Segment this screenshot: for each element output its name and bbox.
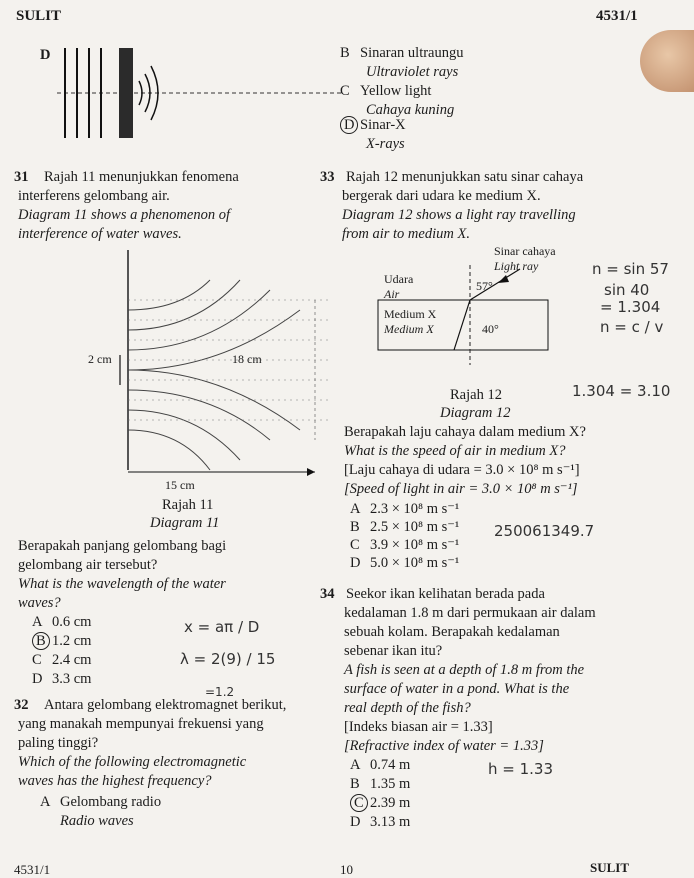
q34-malay-line2: kedalaman 1.8 m dari permukaan air dalam <box>344 605 596 621</box>
q31-question-english-2: waves? <box>18 595 61 611</box>
q33-air-malay: Udara <box>384 272 414 286</box>
q33-air-english: Air <box>384 287 400 301</box>
q31-option-c[interactable]: C 2.4 cm <box>32 652 92 668</box>
q34-option-c[interactable]: C 2.39 m <box>350 794 410 813</box>
q31-question-malay-1: Berapakah panjang gelombang bagi <box>18 538 227 554</box>
q30-option-b[interactable]: B Sinaran ultraungu <box>340 45 464 61</box>
q33-medium-english: Medium X <box>384 322 434 336</box>
q33-option-d[interactable]: D 5.0 × 10⁸ m s⁻¹ <box>350 555 460 571</box>
q30-xray-diagram <box>55 46 345 146</box>
q33-given-english: [Speed of light in air = 3.0 × 10⁸ m s⁻¹] <box>344 481 578 497</box>
q31-question-malay-2: gelombang air tersebut? <box>18 557 158 573</box>
q33-handwriting-n4: n = c / v <box>600 318 664 336</box>
q33-option-c[interactable]: C 3.9 × 10⁸ m s⁻¹ <box>350 537 460 553</box>
q33-ray-malay: Sinar cahaya <box>494 244 556 258</box>
footer-left: 4531/1 <box>14 862 51 877</box>
q33-handwriting-n3: = 1.304 <box>600 298 661 316</box>
q32-malay-line1: Antara gelombang elektromagnet berikut, <box>44 697 287 713</box>
q31-option-b[interactable]: B 1.2 cm <box>32 632 91 651</box>
q33-question-english: What is the speed of air in medium X? <box>344 443 566 459</box>
q31-english-line2: interference of water waves. <box>18 226 182 242</box>
q33-malay-line1: Rajah 12 menunjukkan satu sinar cahaya <box>346 169 584 185</box>
q33-handwriting-n6: 250061349.7 <box>494 522 595 540</box>
q33-option-b[interactable]: B 2.5 × 10⁸ m s⁻¹ <box>350 519 460 535</box>
q31-english-line1: Diagram 11 shows a phenomenon of <box>18 207 230 223</box>
q31-label-18cm: 18 cm <box>232 352 262 366</box>
q31-caption-malay: Rajah 11 <box>162 497 214 513</box>
q30-option-c[interactable]: C Yellow light <box>340 83 432 99</box>
q33-handwriting-n2: sin 40 <box>604 281 650 299</box>
q33-medium-malay: Medium X <box>384 307 437 321</box>
q34-given-malay: [Indeks biasan air = 1.33] <box>344 719 493 735</box>
footer-page-number: 10 <box>340 862 353 877</box>
q30-option-c-english: Cahaya kuning <box>366 102 455 118</box>
header-right: 4531/1 <box>596 8 638 24</box>
q32-english-line1: Which of the following electromagnetic <box>18 754 247 770</box>
q32-option-a-english: Radio waves <box>60 813 134 829</box>
q31-option-d[interactable]: D 3.3 cm <box>32 671 92 687</box>
q32-malay-line2: yang manakah mempunyai frekuensi yang <box>18 716 264 732</box>
q32-malay-line3: paling tinggi? <box>18 735 99 751</box>
q30-option-b-english: Ultraviolet rays <box>366 64 459 80</box>
q31-handwriting-calc: λ = 2(9) / 15 <box>180 650 276 668</box>
q31-label-15cm: 15 cm <box>165 478 195 492</box>
q31-option-a[interactable]: A 0.6 cm <box>32 614 92 630</box>
q34-english-line1: A fish is seen at a depth of 1.8 m from the <box>344 662 585 678</box>
q31-number: 31 <box>14 169 29 185</box>
thumb-photo <box>640 30 694 92</box>
q33-caption-malay: Rajah 12 <box>450 387 502 403</box>
q31-question-english-1: What is the wavelength of the water <box>18 576 226 592</box>
q34-english-line2: surface of water in a pond. What is the <box>344 681 570 697</box>
q31-malay-line1: Rajah 11 menunjukkan fenomena <box>44 169 239 185</box>
footer-right: SULIT <box>590 860 630 875</box>
q34-option-a[interactable]: A 0.74 m <box>350 757 411 773</box>
q34-number: 34 <box>320 586 335 602</box>
q32-option-a[interactable]: A Gelombang radio <box>40 794 162 810</box>
q31-handwriting-formula: x = aπ / D <box>184 618 260 636</box>
q34-malay-line4: sebenar ikan itu? <box>344 643 443 659</box>
q33-question-malay: Berapakah laju cahaya dalam medium X? <box>344 424 586 440</box>
q33-malay-line2: bergerak dari udara ke medium X. <box>342 188 541 204</box>
q33-english-line1: Diagram 12 shows a light ray travelling <box>342 207 576 223</box>
q31-label-2cm: 2 cm <box>88 352 112 366</box>
q30-option-d-label: D <box>40 47 51 63</box>
q34-malay-line1: Seekor ikan kelihatan berada pada <box>346 586 545 602</box>
q33-number: 33 <box>320 169 335 185</box>
q32-english-line2: waves has the highest frequency? <box>18 773 212 789</box>
q31-interference-diagram <box>100 240 340 480</box>
q31-handwriting-answer: =1.2 <box>205 685 235 699</box>
q33-angle-40: 40° <box>482 322 499 336</box>
q31-malay-line2: interferens gelombang air. <box>18 188 170 204</box>
q34-english-line3: real depth of the fish? <box>344 700 471 716</box>
q33-ray-english: Light ray <box>494 259 539 273</box>
q33-angle-57: 57° <box>476 279 493 293</box>
q33-caption-english: Diagram 12 <box>440 405 511 421</box>
q31-caption-english: Diagram 11 <box>150 515 220 531</box>
q34-option-b[interactable]: B 1.35 m <box>350 776 411 792</box>
q33-given-malay: [Laju cahaya di udara = 3.0 × 10⁸ m s⁻¹] <box>344 462 580 478</box>
header-left: SULIT <box>16 8 62 24</box>
q32-number: 32 <box>14 697 29 713</box>
q30-option-d[interactable]: D Sinar-X <box>340 116 406 135</box>
q33-handwriting-n1: n = sin 57 <box>592 260 669 278</box>
q34-malay-line3: sebuah kolam. Berapakah kedalaman <box>344 624 560 640</box>
q30-option-d-english: X-rays <box>366 136 405 152</box>
q33-english-line2: from air to medium X. <box>342 226 470 242</box>
q34-given-english: [Refractive index of water = 1.33] <box>344 738 544 754</box>
q34-handwriting: h = 1.33 <box>488 760 554 778</box>
q34-option-d[interactable]: D 3.13 m <box>350 814 411 830</box>
q33-option-a[interactable]: A 2.3 × 10⁸ m s⁻¹ <box>350 501 460 517</box>
q33-handwriting-n5: 1.304 = 3.10 <box>572 382 671 400</box>
